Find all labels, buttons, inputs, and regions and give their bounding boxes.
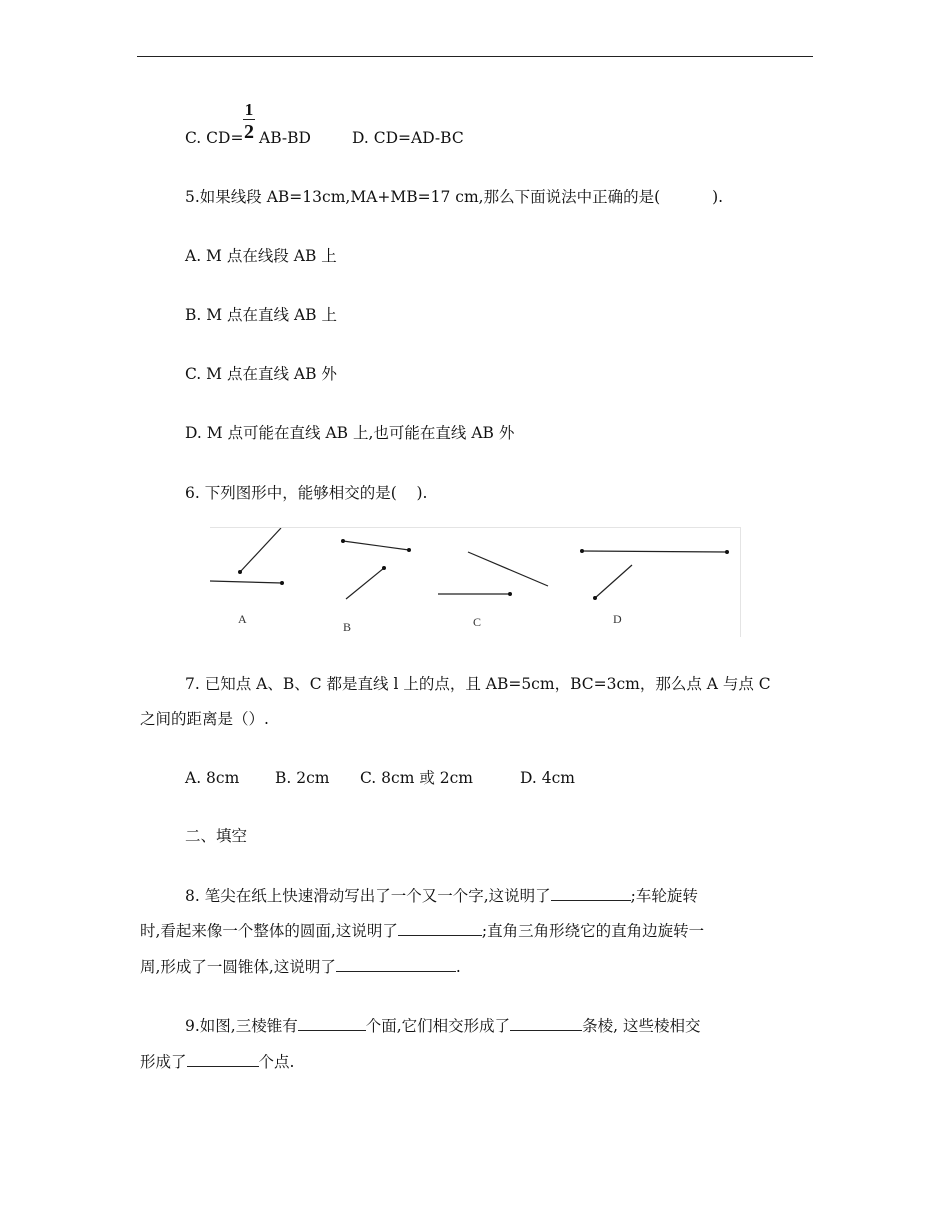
q5-option-d: D. M 点可能在直线 AB 上,也可能在直线 AB 外	[185, 424, 515, 442]
section-title: 二、填空	[185, 827, 248, 845]
q8-line3: 周,形成了一圆锥体,这说明了 .	[140, 958, 461, 976]
q9-blank-2[interactable]	[510, 1016, 582, 1031]
q6-stem: 6. 下列图形中，能够相交的是( ).	[185, 484, 428, 502]
q5-option-c: C. M 点在直线 AB 外	[185, 365, 337, 383]
q9-blank-3[interactable]	[187, 1052, 259, 1067]
figure-b-point-1	[341, 539, 345, 543]
figure-c	[438, 552, 548, 629]
q5-option-a: A. M 点在线段 AB 上	[185, 247, 337, 265]
figure-d-ray	[595, 565, 632, 598]
figure-a	[210, 528, 284, 626]
figure-c-line-slanted	[468, 552, 548, 586]
figure-b-label: B	[343, 620, 352, 634]
figure-d-point-1	[580, 549, 584, 553]
fraction-denominator: 2	[244, 121, 254, 143]
q8-line1: 8. 笔尖在纸上快速滑动写出了一个又一个字,这说明了 ;车轮旋转	[185, 887, 698, 905]
figure-a-line-point	[280, 581, 284, 585]
figure-b	[341, 539, 411, 634]
q4-option-d: D. CD=AD-BC	[352, 129, 464, 147]
q5-option-b: B. M 点在直线 AB 上	[185, 306, 337, 324]
q7-option-b: B. 2cm	[275, 769, 330, 787]
figure-b-point-2	[407, 548, 411, 552]
line-figures	[210, 528, 740, 637]
q5-stem: 5.如果线段 AB=13cm,MA+MB=17 cm,那么下面说法中正确的是( ).	[185, 188, 724, 206]
header-rule	[137, 56, 813, 57]
q8-line2: 时,看起来像一个整体的圆面,这说明了 ;直角三角形绕它的直角边旋转一	[140, 922, 705, 940]
figure-d	[580, 549, 729, 626]
fraction-bar	[243, 119, 255, 120]
q9-line1: 9.如图,三棱锥有 个面,它们相交形成了 条棱, 这些棱相交	[185, 1017, 701, 1035]
q4-option-c: C. CD=	[185, 129, 244, 147]
figure-c-label: C	[473, 615, 482, 629]
q9-blank-1[interactable]	[298, 1016, 366, 1031]
q4-option-c-suffix: AB-BD	[259, 129, 311, 147]
q9-line2: 形成了 个点.	[140, 1053, 295, 1071]
figure-a-ray	[240, 528, 281, 572]
q8-blank-2[interactable]	[398, 921, 482, 936]
q8-blank-3[interactable]	[336, 957, 456, 972]
q7-stem-line1: 7. 已知点 A、B、C 都是直线 l 上的点，且 AB=5cm，BC=3cm，那么点 A 与点 C	[185, 675, 771, 693]
q7-option-d: D. 4cm	[520, 769, 575, 787]
figure-a-label: A	[238, 612, 247, 626]
figure-d-point-3	[593, 596, 597, 600]
q6-figure	[210, 527, 741, 637]
figure-b-segment-bottom	[346, 568, 384, 599]
figure-d-segment	[582, 551, 727, 552]
figure-a-ray-point	[238, 570, 242, 574]
figure-d-label: D	[613, 612, 622, 626]
q7-stem-line2: 之间的距离是（）.	[140, 710, 269, 728]
figure-b-point-3	[382, 566, 386, 570]
figure-d-point-2	[725, 550, 729, 554]
q7-option-c: C. 8cm 或 2cm	[360, 769, 473, 787]
figure-a-line	[210, 581, 282, 583]
figure-b-segment-top	[343, 541, 409, 550]
fraction-numerator: 1	[244, 100, 254, 119]
figure-c-point	[508, 592, 512, 596]
q8-blank-1[interactable]	[551, 886, 631, 901]
q7-option-a: A. 8cm	[185, 769, 240, 787]
